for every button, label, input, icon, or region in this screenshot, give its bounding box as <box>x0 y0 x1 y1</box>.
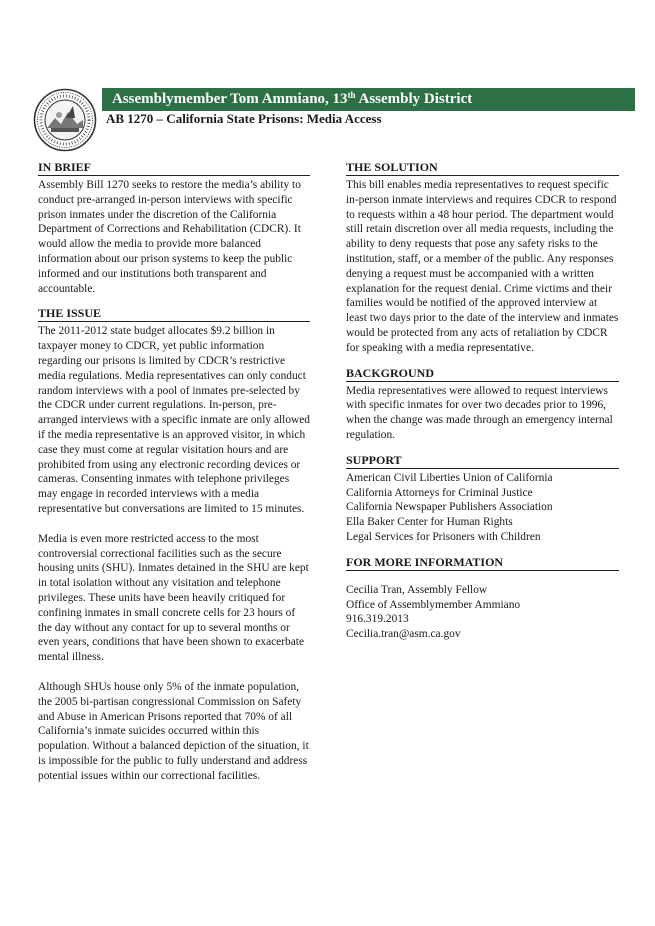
in-brief-paragraph: Assembly Bill 1270 seeks to restore the media’s ability to conduct pre-arranged in-person interviews with specific prison inmates under the discretion of the California Department of Corrections and Rehabilitation (CDCR). It would allow the media to provide more balanced information about our prison systems to keep the public informed and our institutions both transparent and accountable. <box>38 179 301 295</box>
solution-paragraph: This bill enables media representatives to request specific in-person inmate interviews and requires CDCR to respond to requests within a 48 hour period. The department would still retain discretion over all media requests, including the ability to deny requests that pose any safety risks to the institution, staff, or a member of the public. Any responses denying a request must be accompanied with a written explanation for the request denial. Crime victims and their families would be notified of the approved interview at least two days prior to the date of the interview and inmates would be protected from any acts of retaliation by CDCR for speaking with a media representative. <box>346 179 619 354</box>
issue-paragraph-3: Although SHUs house only 5% of the inmate population, the 2005 bi-partisan congressional Commission on Safety and Abuse in American Prisons reported that 70% of all California’s inmate suicides occurred within this population. Without a balanced depiction of the situation, it is impossible for the public to fully understand and address potential issues within our correctional facilities. <box>38 680 309 782</box>
issue-paragraph-1: The 2011-2012 state budget allocates $9.2 billion in taxpayer money to CDCR, yet public information regarding our prisons is limited by CDCR’s restrictive media regulations. Media representatives can only conduct random interviews with a pool of inmates pre-selected by the CDCR under current regulations. In-person, pre-arranged interviews with a specific inmate are only allowed if the media representative is an approved visitor, in which case they must come at regular visitation hours and are prohibited from using any electronic recording devices or cameras. Consenting inmates with telephone privileges may engage in recorded interviews with a media representative but conversations are limited to 15 minutes. <box>38 325 311 515</box>
background-paragraph: Media representatives were allowed to request interviews with specific inmates for over two decades prior to 1996, when the change was made through an emergency internal regulation. <box>346 384 613 441</box>
contact-name: Cecilia Tran, Assembly Fellow <box>346 583 488 596</box>
right-column <box>346 160 619 642</box>
issue-paragraph-2: Media is even more restricted access to the most controversial correctional facilities such as the secure housing units (SHU). Inmates detained in the SHU are kept in total isolation without any visitation and telephone privileges. These units have been heavily critiqued for confining inmates in small concrete cells for 23 hours of the day without any contact for up to several months or even years, conditions that have been shown to exacerbate mental illness. <box>38 532 309 664</box>
in-brief-heading: IN BRIEF <box>38 160 310 176</box>
supporter-item: California Newspaper Publishers Association <box>346 501 553 514</box>
banner-superscript: th <box>347 90 356 100</box>
contact-email: Cecilia.tran@asm.ca.gov <box>346 628 461 641</box>
bill-subtitle: AB 1270 – California State Prisons: Media Access <box>106 111 382 126</box>
background-heading: BACKGROUND <box>346 366 619 382</box>
banner-title: Assemblymember Tom Ammiano, 13 <box>112 91 348 107</box>
more-info-heading: FOR MORE INFORMATION <box>346 555 619 571</box>
the-issue-heading: THE ISSUE <box>38 306 310 322</box>
state-seal-icon <box>33 88 97 152</box>
supporter-item: Legal Services for Prisoners with Children <box>346 530 541 543</box>
contact-office: Office of Assemblymember Ammiano <box>346 598 521 611</box>
supporter-item: California Attorneys for Criminal Justice <box>346 486 533 499</box>
title-banner <box>102 88 635 111</box>
supporter-item: Ella Baker Center for Human Rights <box>346 516 513 529</box>
contact-phone: 916.319.2013 <box>346 613 409 626</box>
support-heading: SUPPORT <box>346 453 619 469</box>
banner-suffix: Assembly District <box>355 91 473 107</box>
supporter-item: American Civil Liberties Union of California <box>346 471 553 484</box>
left-column <box>38 160 310 783</box>
the-solution-heading: THE SOLUTION <box>346 160 619 176</box>
